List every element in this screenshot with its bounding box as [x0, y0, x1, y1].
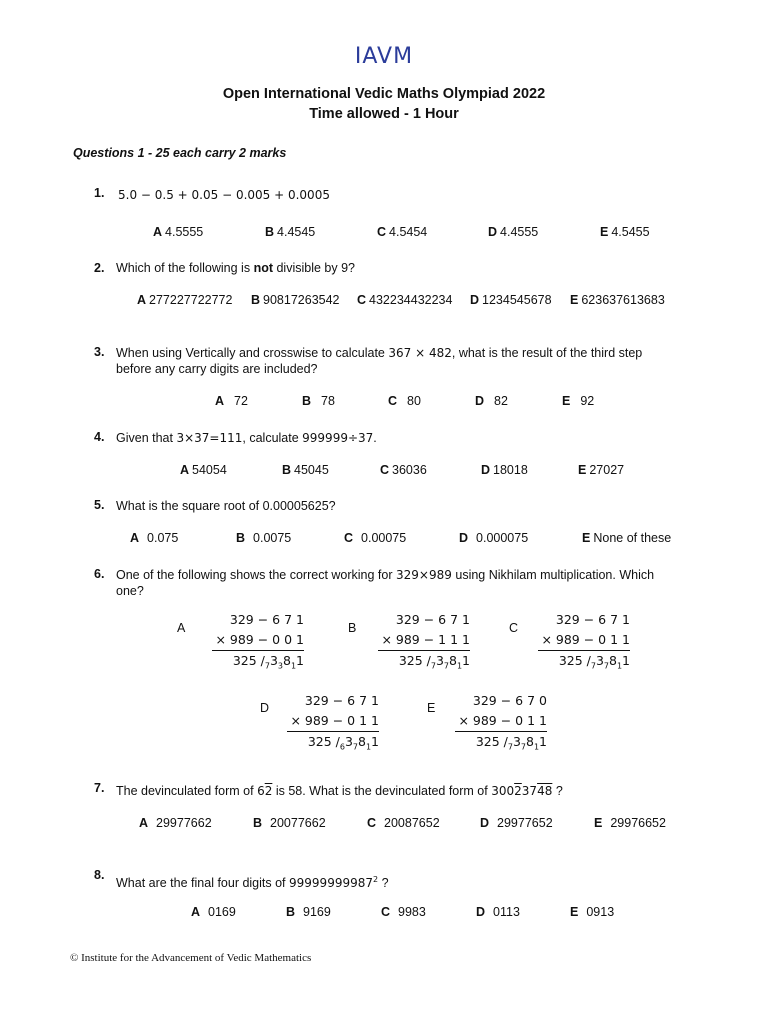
option-text: 4.5555 — [165, 225, 204, 239]
text-part: divisible by 9? — [273, 261, 355, 275]
section-heading: Questions 1 - 25 each carry 2 marks — [73, 146, 287, 160]
carry-digit: 1 — [533, 742, 540, 752]
option-text: 0.000075 — [476, 531, 529, 545]
text-part: ? — [555, 784, 563, 798]
q7-option-d — [480, 816, 553, 830]
option-text: 0.075 — [147, 531, 179, 545]
text-part: , what is the result of the third step — [451, 346, 643, 360]
vinculum-number — [257, 784, 272, 798]
carry-digit: 7 — [352, 742, 358, 752]
option-text: 1234545678 — [482, 293, 552, 307]
option-letter: C — [377, 225, 387, 239]
digits: 300 — [491, 784, 515, 798]
math-expression — [289, 876, 378, 890]
q2-option-b — [251, 293, 340, 307]
carry-digit: 7 — [443, 661, 449, 671]
q4-option-d — [481, 463, 528, 477]
text-part: , calculate — [242, 431, 299, 445]
result-digit: 3 — [595, 653, 604, 668]
option-letter: A — [191, 905, 201, 919]
question-number: 2. — [94, 261, 105, 275]
question-5-text: What is the square root of 0.00005625? — [116, 499, 336, 513]
iavm-logo: IAVM — [354, 44, 414, 69]
option-letter: B — [265, 225, 275, 239]
working-label-e: E — [427, 701, 436, 715]
question-number: 8. — [94, 868, 105, 882]
option-letter: E — [582, 531, 591, 545]
option-letter: E — [600, 225, 609, 239]
option-text: 20077662 — [270, 816, 326, 830]
working-row-2: × 989 − 0 1 1 — [541, 632, 630, 647]
option-letter: A — [137, 293, 147, 307]
option-text: 45045 — [294, 463, 329, 477]
result-digit: 8 — [609, 653, 617, 668]
text-part: ? — [381, 876, 389, 890]
q1-option-d — [488, 225, 538, 239]
option-text: 78 — [321, 394, 335, 408]
q5-option-e — [582, 531, 671, 545]
q7-option-c — [367, 816, 440, 830]
option-text: 432234432234 — [369, 293, 453, 307]
carry-digit: 1 — [456, 661, 463, 671]
option-text: 72 — [234, 394, 248, 408]
vinculum-digits: 48 — [537, 784, 553, 798]
question-number: 6. — [94, 567, 105, 581]
option-letter: A — [180, 463, 190, 477]
q8-option-c — [381, 905, 426, 919]
working-result — [455, 731, 547, 752]
working-label-d: D — [260, 701, 270, 715]
working-result — [287, 731, 379, 752]
option-text: 80 — [407, 394, 421, 408]
working-result — [378, 650, 470, 671]
q4-option-b — [282, 463, 329, 477]
working-row-2: × 989 − 1 1 1 — [381, 632, 470, 647]
result-digit: 1 — [622, 653, 630, 668]
q3-option-e — [562, 394, 594, 408]
text-part: . — [373, 431, 377, 445]
carry-digit: 1 — [616, 661, 623, 671]
option-letter: C — [344, 531, 354, 545]
result-left: 325 / — [475, 734, 508, 749]
result-left: 325 / — [398, 653, 431, 668]
option-letter: C — [357, 293, 367, 307]
base: 99999999987 — [289, 876, 373, 890]
option-letter: A — [130, 531, 140, 545]
working-row-2: × 989 − 0 1 1 — [290, 713, 379, 728]
q2-option-e — [570, 293, 665, 307]
text-part: is 58. What is the devinculated form of — [275, 784, 488, 798]
option-text: 0113 — [493, 905, 520, 919]
working-e — [455, 691, 547, 752]
digits: 37 — [521, 784, 538, 798]
footer-copyright: © Institute for the Advancement of Vedic Mathematics — [70, 952, 312, 964]
option-letter: C — [381, 905, 391, 919]
option-letter: E — [578, 463, 587, 477]
q8-option-a — [191, 905, 236, 919]
option-letter: D — [470, 293, 480, 307]
option-letter: D — [476, 905, 486, 919]
option-text: 29977662 — [156, 816, 212, 830]
option-text: 9169 — [303, 905, 331, 919]
question-6-text-line1 — [116, 567, 654, 583]
result-left: 325 / — [232, 653, 265, 668]
result-digit: 3 — [512, 734, 521, 749]
carry-digit: 7 — [590, 661, 596, 671]
math-expression: 329×989 — [396, 568, 452, 582]
carry-digit: 1 — [290, 661, 297, 671]
q4-option-a — [180, 463, 227, 477]
working-row-1: 329 − 6 7 1 — [304, 693, 379, 708]
working-row-2: × 989 − 0 0 1 — [215, 632, 304, 647]
working-row-1: 329 − 6 7 0 — [472, 693, 547, 708]
vinculum-digit: 2 — [514, 784, 522, 798]
working-d — [287, 691, 379, 752]
text-part: using Nikhilam multiplication. Which — [455, 568, 655, 582]
result-digit: 3 — [344, 734, 353, 749]
text-part: One of the following shows the correct working for — [116, 568, 393, 582]
q4-option-c — [380, 463, 427, 477]
question-number: 5. — [94, 498, 105, 512]
question-3-text-line2: before any carry digits are included? — [116, 362, 318, 376]
option-letter: B — [302, 394, 312, 408]
option-text: 4.5455 — [611, 225, 650, 239]
question-number: 3. — [94, 345, 105, 359]
working-a — [212, 610, 304, 671]
option-letter: E — [562, 394, 571, 408]
q5-option-b — [236, 531, 291, 545]
carry-digit: 7 — [520, 742, 526, 752]
vinculum-number — [491, 784, 552, 798]
text-part: The devinculated form of — [116, 784, 254, 798]
result-digit: 8 — [449, 653, 457, 668]
q8-option-d — [476, 905, 520, 919]
carry-digit: 7 — [603, 661, 609, 671]
working-label-a: A — [177, 621, 186, 635]
q7-option-b — [253, 816, 326, 830]
result-digit: 1 — [539, 734, 547, 749]
exponent: 2 — [373, 875, 379, 884]
q5-option-c — [344, 531, 406, 545]
working-result — [212, 650, 304, 671]
q4-option-e — [578, 463, 624, 477]
page-subtitle: Time allowed - 1 Hour — [309, 106, 459, 122]
option-text: 54054 — [192, 463, 227, 477]
text-part: What are the final four digits of — [116, 876, 286, 890]
option-letter: D — [475, 394, 485, 408]
q8-option-e — [570, 905, 614, 919]
option-text: 623637613683 — [581, 293, 665, 307]
question-7-text — [116, 783, 563, 799]
q5-option-d — [459, 531, 528, 545]
q2-option-a — [137, 293, 232, 307]
option-text: 0913 — [586, 905, 615, 919]
result-digit: 8 — [526, 734, 534, 749]
option-text: 277227722772 — [149, 293, 233, 307]
working-result — [538, 650, 630, 671]
result-left: 325 / — [558, 653, 591, 668]
option-letter: D — [481, 463, 491, 477]
working-c — [538, 610, 630, 671]
option-text: 18018 — [493, 463, 528, 477]
option-text: 27027 — [589, 463, 625, 477]
result-digit: 1 — [462, 653, 470, 668]
result-digit: 3 — [435, 653, 444, 668]
option-text: 4.4555 — [500, 225, 539, 239]
working-row-2: × 989 − 0 1 1 — [458, 713, 547, 728]
carry-digit: 6 — [339, 742, 345, 752]
option-letter: A — [153, 225, 163, 239]
option-letter: B — [253, 816, 263, 830]
option-letter: B — [286, 905, 296, 919]
result-digit: 1 — [296, 653, 304, 668]
q5-option-a — [130, 531, 178, 545]
option-text: 92 — [580, 394, 595, 408]
result-digit: 8 — [283, 653, 291, 668]
q7-option-a — [139, 816, 212, 830]
option-text: 0.00075 — [361, 531, 407, 545]
option-text: 36036 — [392, 463, 427, 477]
text-part: Given that — [116, 431, 173, 445]
option-letter: A — [215, 394, 225, 408]
option-text: 9983 — [398, 905, 426, 919]
q3-option-d — [475, 394, 508, 408]
working-label-b: B — [348, 621, 357, 635]
working-label-c: C — [509, 621, 519, 635]
option-letter: E — [570, 905, 579, 919]
carry-digit: 3 — [277, 661, 283, 671]
working-row-1: 329 − 6 7 1 — [229, 612, 304, 627]
vinculum-digit: 2 — [264, 784, 273, 798]
option-letter: B — [236, 531, 246, 545]
math-expression: 3×37=111 — [176, 431, 243, 445]
option-text: 4.4545 — [277, 225, 316, 239]
option-letter: C — [367, 816, 377, 830]
option-text: 29976652 — [610, 816, 666, 830]
carry-digit: 7 — [264, 661, 270, 671]
carry-digit: 7 — [507, 742, 513, 752]
option-letter: E — [570, 293, 579, 307]
option-text: 0.0075 — [253, 531, 292, 545]
question-3-text-line1 — [116, 345, 642, 361]
option-text: None of these — [593, 531, 672, 545]
q3-option-c — [388, 394, 421, 408]
working-row-1: 329 − 6 7 1 — [395, 612, 470, 627]
question-number: 7. — [94, 781, 105, 795]
question-4-text — [116, 430, 377, 446]
result-left: 325 / — [307, 734, 340, 749]
result-digit: 8 — [358, 734, 366, 749]
result-digit: 1 — [371, 734, 379, 749]
digit: 6 — [257, 784, 265, 798]
option-letter: C — [388, 394, 398, 408]
math-expression: 367 × 482 — [388, 346, 452, 360]
question-8-text — [116, 872, 389, 891]
text-part: When using Vertically and crosswise to calculate — [116, 346, 385, 360]
option-letter: D — [459, 531, 469, 545]
question-6-text-line2: one? — [116, 584, 144, 598]
working-row-1: 329 − 6 7 1 — [555, 612, 630, 627]
question-1-expression: 5.0 − 0.5 + 0.05 − 0.005 + 0.0005 — [118, 188, 330, 202]
option-letter: B — [282, 463, 292, 477]
option-letter: D — [480, 816, 490, 830]
question-number: 1. — [94, 186, 105, 200]
option-letter: B — [251, 293, 261, 307]
q3-option-b — [302, 394, 335, 408]
question-number: 4. — [94, 430, 105, 444]
option-text: 20087652 — [384, 816, 440, 830]
carry-digit: 7 — [430, 661, 436, 671]
option-text: 29977652 — [497, 816, 553, 830]
q1-option-e — [600, 225, 650, 239]
q2-option-c — [357, 293, 452, 307]
q2-option-d — [470, 293, 552, 307]
page-title: Open International Vedic Maths Olympiad 2022 — [222, 86, 546, 102]
question-2-text — [116, 260, 355, 276]
working-b — [378, 610, 470, 671]
option-letter: E — [594, 816, 603, 830]
emphasis-text: not — [253, 261, 273, 275]
q8-option-b — [286, 905, 331, 919]
option-letter: A — [139, 816, 149, 830]
option-letter: C — [380, 463, 390, 477]
q1-option-a — [153, 225, 203, 239]
option-text: 82 — [494, 394, 508, 408]
result-digit: 3 — [269, 653, 278, 668]
q7-option-e — [594, 816, 666, 830]
q3-option-a — [215, 394, 248, 408]
math-expression: 999999÷37 — [302, 431, 374, 445]
text-part: Which of the following is — [116, 261, 254, 275]
carry-digit: 1 — [365, 742, 372, 752]
option-text: 0169 — [208, 905, 236, 919]
option-letter: D — [488, 225, 498, 239]
option-text: 4.5454 — [389, 225, 428, 239]
q1-option-b — [265, 225, 315, 239]
option-text: 90817263542 — [263, 293, 340, 307]
q1-option-c — [377, 225, 427, 239]
